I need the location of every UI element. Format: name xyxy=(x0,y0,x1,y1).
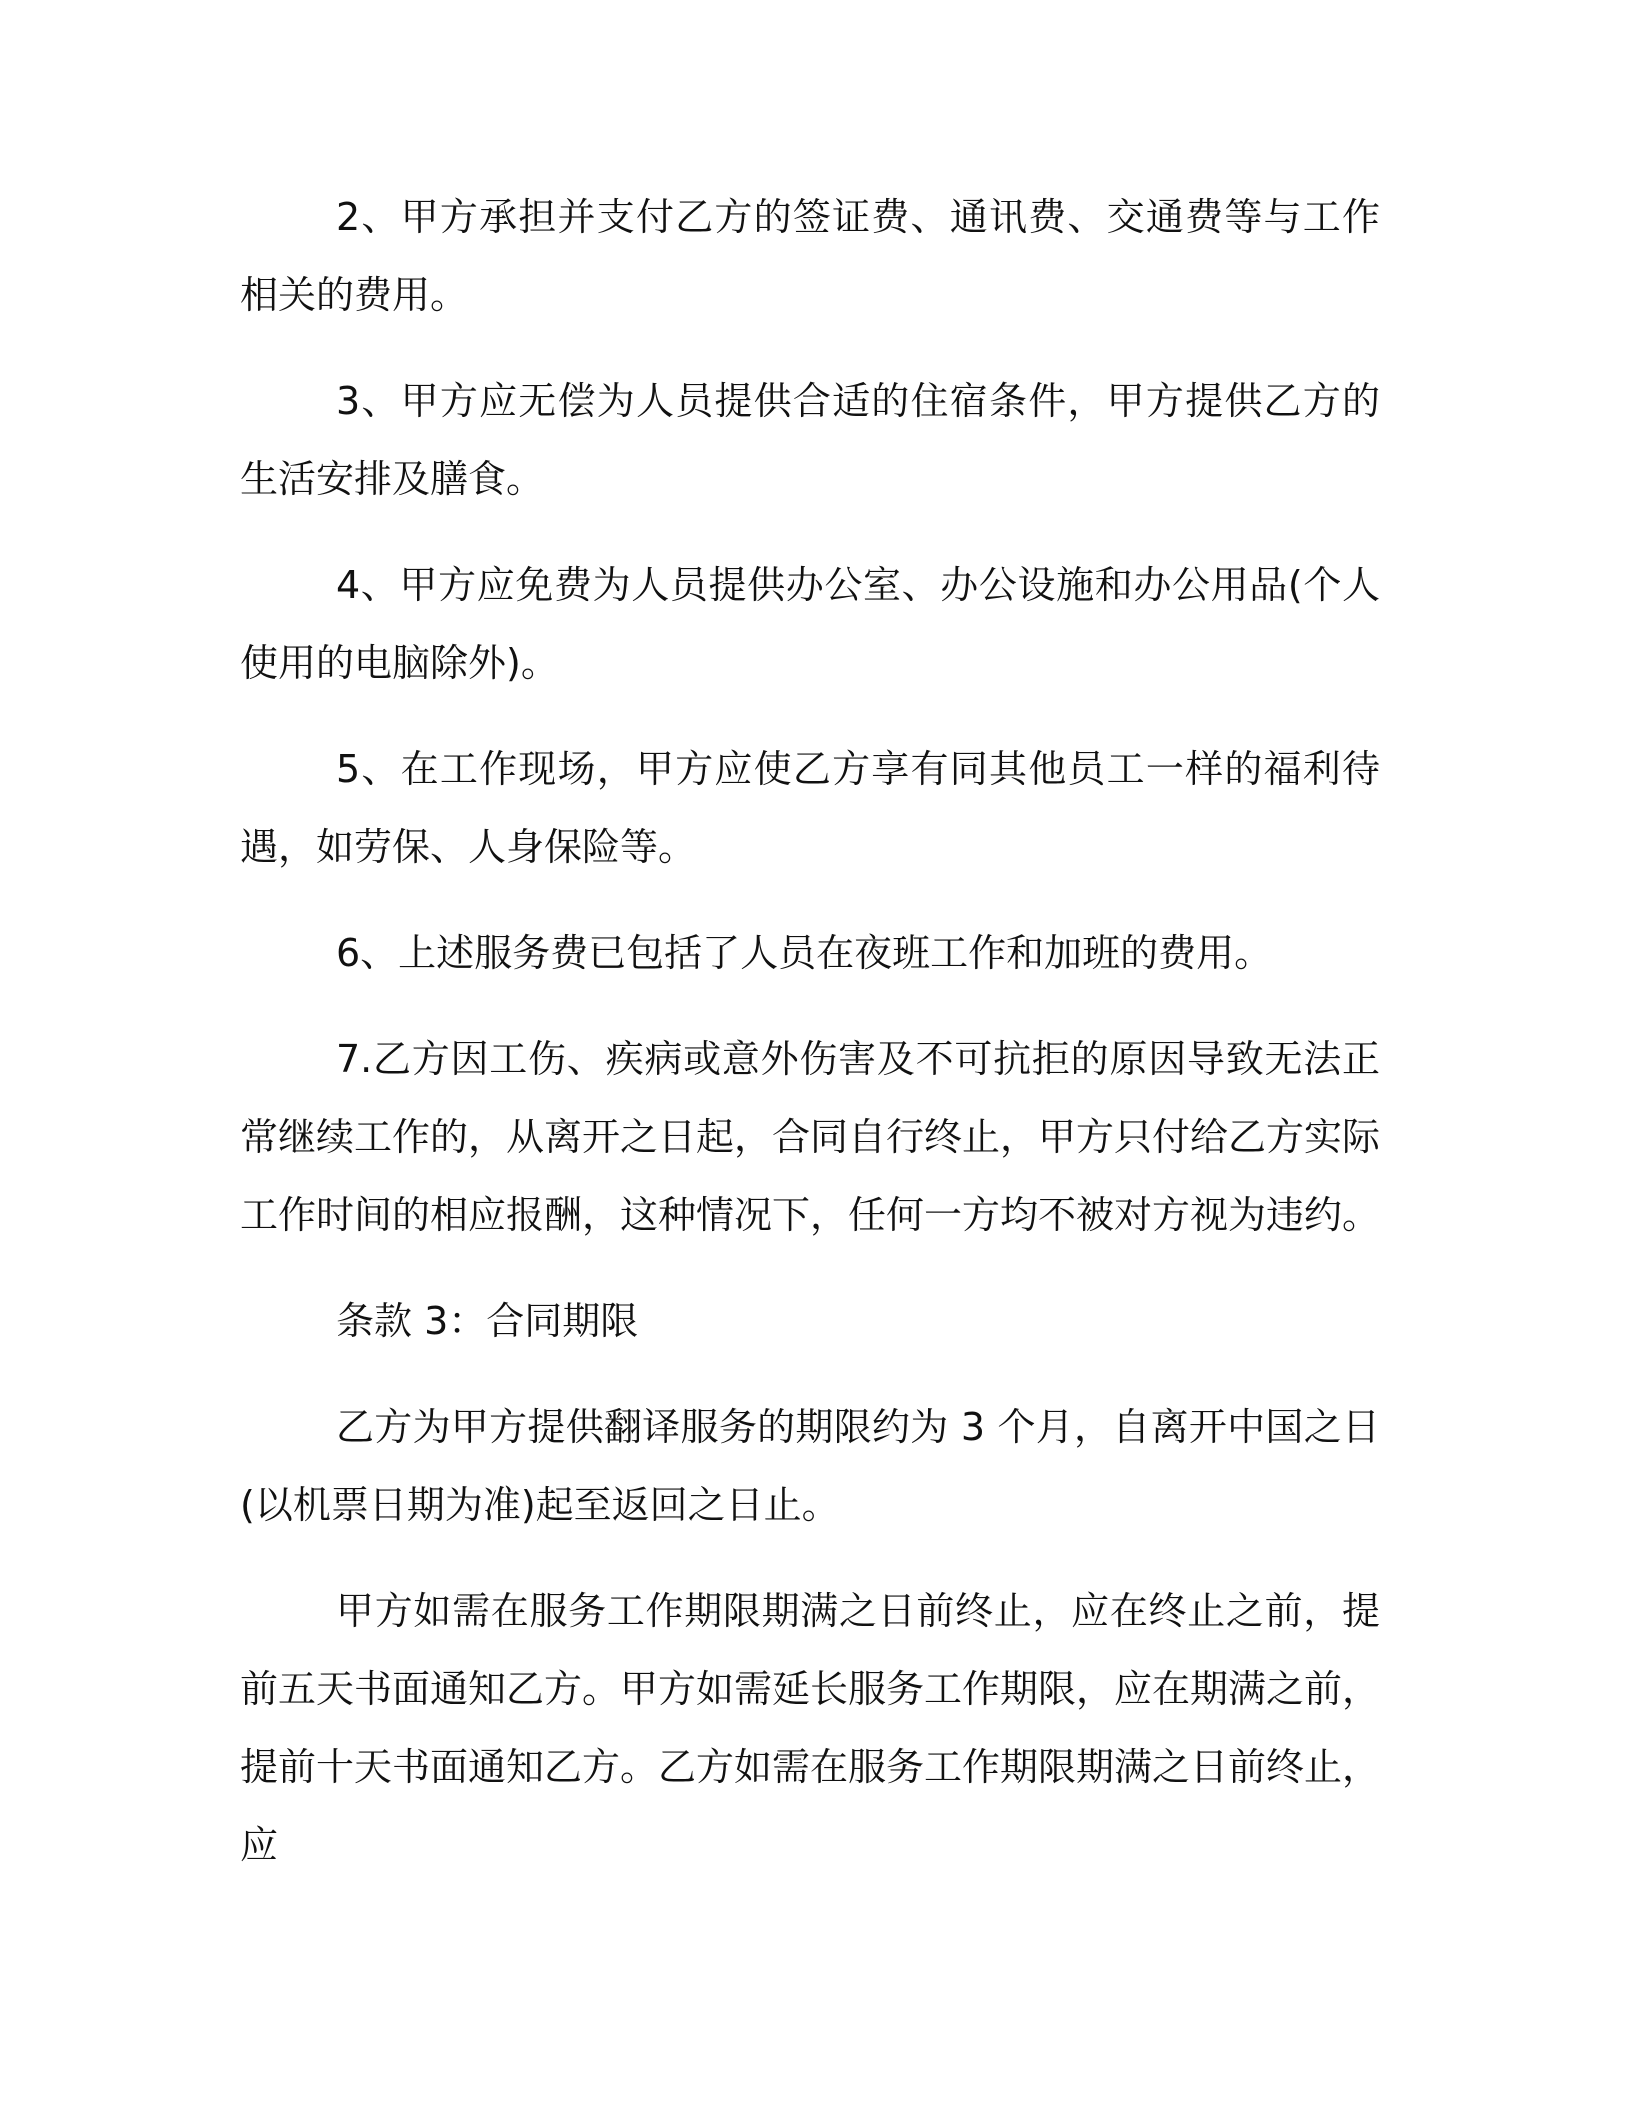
document-body xyxy=(240,178,1380,1912)
paragraph-item-2: 2、甲方承担并支付乙方的签证费、通讯费、交通费等与工作相关的费用。 xyxy=(240,195,1380,317)
clause-paragraph-term: 乙方为甲方提供翻译服务的期限约为 3 个月，自离开中国之日(以机票日期为准)起至返回之日止。 xyxy=(240,1405,1380,1527)
paragraph-item-4: 4、甲方应免费为人员提供办公室、办公设施和办公用品(个人使用的电脑除外)。 xyxy=(240,563,1380,685)
clause-paragraph-termination: 甲方如需在服务工作期限期满之日前终止，应在终止之前，提前五天书面通知乙方。甲方如需延长服务工作期限，应在期满之前，提前十天书面通知乙方。乙方如需在服务工作期限期满之日前终止，应 xyxy=(240,1589,1381,1867)
paragraph-item-5: 5、在工作现场，甲方应使乙方享有同其他员工一样的福利待遇，如劳保、人身保险等。 xyxy=(240,747,1380,869)
paragraph-item-3: 3、甲方应无偿为人员提供合适的住宿条件，甲方提供乙方的生活安排及膳食。 xyxy=(240,379,1380,501)
clause-heading: 条款 3：合同期限 xyxy=(336,1299,639,1343)
paragraph-item-7: 7.乙方因工伤、疾病或意外伤害及不可抗拒的原因导致无法正常继续工作的，从离开之日起，合同自行终止，甲方只付给乙方实际工作时间的相应报酬，这种情况下，任何一方均不被对方视为违约。 xyxy=(240,1037,1381,1237)
paragraph-item-6: 6、上述服务费已包括了人员在夜班工作和加班的费用。 xyxy=(336,931,1273,975)
